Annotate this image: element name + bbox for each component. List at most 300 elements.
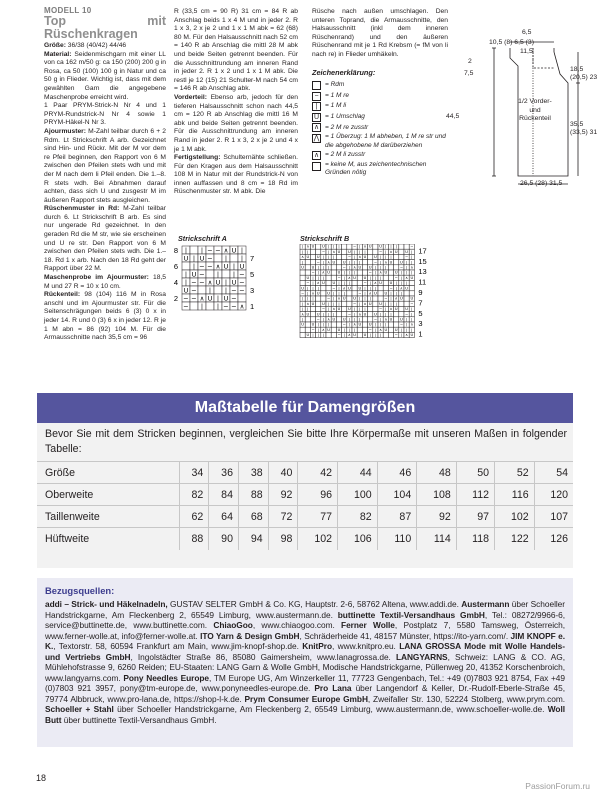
- instruction-paragraph: [44, 102, 166, 128]
- chart-b-symbol: −: [321, 249, 325, 254]
- suppliers-heading: Bezugsquellen:: [45, 585, 115, 596]
- schematic-neck-b: 11,5: [520, 48, 533, 55]
- size-table-cell: 38: [238, 462, 268, 484]
- chart-b-cell: [394, 312, 399, 317]
- chart-b-symbol: |: [317, 286, 319, 291]
- chart-b-cell: [352, 286, 357, 291]
- chart-a-symbol: −: [231, 302, 237, 311]
- chart-b-symbol: |: [359, 301, 361, 306]
- chart-b-cell: [352, 280, 357, 285]
- chart-b-symbol: ∧: [410, 265, 414, 270]
- chart-b-symbol: |: [322, 255, 325, 260]
- chart-b-symbol: |: [411, 270, 413, 275]
- legend-text: = 1 M li: [325, 102, 347, 110]
- chart-b-symbol: |: [317, 333, 319, 338]
- chart-b-cell: [305, 322, 310, 327]
- chart-b-symbol: |: [364, 249, 366, 254]
- chart-b-symbol: |: [312, 275, 314, 280]
- chart-a-row-number: 3: [250, 286, 255, 295]
- chart-a-symbol: |: [224, 278, 228, 287]
- chart-b-symbol: |: [343, 281, 345, 286]
- chart-b-symbol: ∧: [400, 286, 403, 291]
- chart-b-symbol: |: [333, 244, 335, 249]
- chart-b-symbol: |: [322, 317, 325, 322]
- chart-a-symbol: U: [183, 286, 189, 295]
- chart-b-cell: [305, 260, 310, 265]
- chart-b-cell: [342, 312, 347, 317]
- chart-b-symbol: −: [394, 275, 398, 280]
- supplier-name: addi – Strick- und Häkelnadeln,: [45, 599, 168, 609]
- chart-b-cell: [321, 286, 326, 291]
- chart-b-cell: [357, 270, 362, 275]
- chart-b-symbol: U: [400, 317, 403, 322]
- size-table-cell: 82: [179, 484, 209, 506]
- chart-b-symbol: |: [327, 307, 330, 312]
- chart-b-symbol: U: [374, 291, 377, 296]
- chart-b-cell: [310, 254, 315, 259]
- chart-b-symbol: ∧: [311, 291, 315, 296]
- size-table-cell: 97: [456, 506, 494, 528]
- chart-a-symbol: −: [231, 294, 237, 303]
- chart-b-symbol: |: [327, 249, 330, 254]
- chart-b-symbol: U: [363, 333, 367, 338]
- chart-b-symbol: ∧: [316, 281, 320, 286]
- supplier-details: , Ingolstädter Straße 86, 85080 Gaimersheim, www.lanagrossa.de.: [130, 651, 396, 662]
- chart-b-symbol: ∧: [394, 296, 398, 301]
- chart-b-symbol: |: [405, 270, 408, 275]
- chart-b-symbol: ∧: [368, 291, 372, 296]
- chart-b-cell: [336, 265, 341, 270]
- chart-a-symbol: −: [231, 286, 237, 295]
- chart-b-symbol: ∧: [384, 317, 388, 322]
- legend-item: [312, 101, 448, 112]
- size-table-heading: Maßtabelle für Damengrößen: [37, 393, 573, 423]
- supplier-details: GUSTAV SELTER GmbH & Co. KG, Hauptstr. 2-6, 58762 Altena, www.addi.de.: [167, 599, 462, 609]
- chart-b-symbol: |: [411, 312, 413, 317]
- chart-a-title: Strickschrift A: [178, 234, 227, 243]
- size-table-panel: [37, 393, 573, 568]
- chart-b-symbol: −: [311, 270, 315, 275]
- chart-b-symbol: |: [359, 249, 361, 254]
- chart-b-row-number: 13: [418, 267, 427, 277]
- chart-a-row-number: 7: [250, 254, 255, 263]
- paragraph-label: Ajourmuster:: [44, 127, 86, 135]
- chart-b-symbol: U: [342, 260, 346, 265]
- legend-symbol: ⋀: [313, 135, 320, 143]
- size-table-cell: 107: [534, 506, 573, 528]
- chart-a-cell: [238, 294, 246, 302]
- size-table-cell: 88: [238, 484, 268, 506]
- size-table-cell: 88: [179, 528, 209, 550]
- chart-b-cell: [300, 280, 305, 285]
- chart-b-symbol: U: [405, 286, 408, 291]
- legend-title: Zeichenerklärung:: [312, 67, 376, 77]
- chart-b-symbol: U: [306, 333, 310, 338]
- chart-a-symbol: U: [231, 246, 237, 255]
- chart-b-symbol: |: [307, 296, 309, 301]
- chart-b-symbol: U: [311, 322, 315, 327]
- chart-b-cell: [352, 291, 357, 296]
- chart-b-symbol: −: [405, 255, 409, 260]
- chart-b-symbol: U: [389, 317, 393, 322]
- chart-b-cell: [368, 249, 373, 254]
- chart-b-symbol: |: [353, 327, 356, 332]
- chart-b-cell: [300, 327, 305, 332]
- instructions-column-3: [312, 8, 448, 177]
- chart-b-symbol: U: [322, 281, 325, 286]
- chart-b-cell: [368, 317, 373, 322]
- chart-b-cell: [357, 275, 362, 280]
- chart-b-symbol: |: [385, 312, 387, 317]
- instruction-paragraph: [174, 154, 298, 197]
- chart-a-symbol: −: [199, 270, 205, 279]
- chart-b-symbol: −: [342, 265, 346, 270]
- chart-b-symbol: −: [327, 296, 331, 301]
- supplier-details: , TM Europe UG, Am Winzerkeller 11, 77723 Gengenbach, Tel.: +49 (0)7803 921 8754, Fax +49 (0)7803 921 3957, pony@tm-europe.de, www.ponyneedles-europe.de.: [45, 672, 565, 694]
- chart-b-cell: [305, 317, 310, 322]
- chart-b-symbol: |: [327, 312, 330, 317]
- chart-a-symbol: −: [191, 278, 197, 287]
- chart-a-symbol: ∧: [223, 246, 229, 255]
- size-table-cell: 90: [209, 528, 239, 550]
- chart-b-symbol: U: [332, 281, 336, 286]
- chart-b-symbol: U: [405, 307, 408, 312]
- instruction-paragraphs-1: [44, 42, 166, 343]
- chart-a-cell: [222, 270, 230, 278]
- chart-a-symbol: −: [199, 262, 205, 271]
- chart-a-cell: [214, 254, 222, 262]
- instruction-paragraph: [174, 8, 298, 94]
- article-title: Top mit Rüschenkragen: [44, 14, 166, 41]
- chart-b-symbol: |: [400, 275, 403, 280]
- chart-b-symbol: −: [353, 244, 357, 249]
- chart-b-symbol: U: [348, 286, 351, 291]
- chart-b-row-number: 17: [418, 246, 427, 256]
- chart-b-cell: [347, 244, 352, 249]
- chart-b-cell: [347, 301, 352, 306]
- chart-b-symbol: |: [411, 317, 413, 322]
- chart-b-symbol: |: [312, 333, 314, 338]
- chart-b-cell: [399, 254, 404, 259]
- legend-symbol: [312, 81, 321, 90]
- size-table-row: [37, 506, 573, 528]
- chart-b-symbol: −: [342, 322, 346, 327]
- chart-b-symbol: −: [321, 307, 325, 312]
- size-table-cell: 77: [298, 506, 338, 528]
- paragraph-text: Ebenso arb, jedoch für den tieferen Halsausschnitt schon nach 44,5 cm = 120 R ab Anschlag die mittl 16 M abk und beide Seiten getrennt beenden. Für die Ausschnittrundung am inneren Rand in jeder 2. R 1 x 3, 2 x je 2 und 4 x je 1 M abk.: [174, 93, 298, 153]
- chart-b-cell: [399, 244, 404, 249]
- chart-b-symbol: |: [353, 260, 356, 265]
- chart-b-symbol: |: [322, 312, 325, 317]
- chart-b-cell: [373, 301, 378, 306]
- chart-b-symbol: |: [353, 312, 356, 317]
- supplier-name: JIM KNOPF e. K.: [45, 630, 565, 652]
- chart-b-symbol: U: [394, 327, 398, 332]
- chart-a-symbol: ∧: [207, 278, 213, 287]
- chart-b-symbol: |: [369, 275, 371, 280]
- legend-item: [312, 123, 448, 134]
- size-table-cell: 72: [268, 506, 298, 528]
- chart-b-cell: [300, 275, 305, 280]
- chart-b-title: Strickschrift B: [300, 234, 350, 243]
- chart-b-symbol: |: [301, 307, 304, 312]
- chart-b-symbol: |: [385, 301, 387, 306]
- chart-b-cell: [368, 306, 373, 311]
- chart-b-symbol: |: [348, 265, 351, 270]
- chart-b-symbol: ∧: [327, 317, 330, 322]
- chart-b-cell: [342, 244, 347, 249]
- chart-b-cell: [368, 260, 373, 265]
- chart-b-symbol: |: [411, 327, 413, 332]
- size-table-cell: 114: [417, 528, 457, 550]
- supplier-name: Pony Needles Europe: [123, 672, 210, 683]
- chart-a-symbol: U: [231, 278, 237, 287]
- chart-b-symbol: |: [307, 291, 309, 296]
- chart-a-symbol: ∧: [239, 302, 245, 311]
- chart-b-symbol: U: [410, 333, 414, 338]
- chart-b-cell: [357, 327, 362, 332]
- chart-b-symbol: −: [384, 296, 388, 301]
- chart-a-cell: [190, 302, 198, 310]
- size-table-row: [37, 462, 573, 484]
- chart-b-cell: [362, 265, 367, 270]
- chart-b-symbol: U: [405, 249, 408, 254]
- paragraph-text: 98 (104) 116 M in Rosa anschl und im Ajourmuster str. Für die Seitenschrägungen beids 6 (3) 0 x in jeder 14. R und 0 (3) 6 x in jeder 12. R je 1 M abn = 86 (92) 104 M. Für die Armausschnitte nach 35,5 cm = 96: [44, 291, 166, 342]
- chart-b-symbol: |: [405, 327, 408, 332]
- chart-b-symbol: |: [317, 275, 319, 280]
- chart-b-symbol: U: [342, 296, 346, 301]
- chart-b-row-number: 11: [418, 277, 427, 287]
- chart-b-cell: [388, 270, 393, 275]
- chart-a-symbol: |: [216, 270, 220, 279]
- chart-b-symbol: U: [353, 275, 356, 280]
- chart-b-cell: [394, 322, 399, 327]
- chart-b-symbol: ∧: [358, 255, 362, 260]
- chart-b-symbol: |: [390, 244, 392, 249]
- supplier-name: Schoeller + Stahl: [45, 704, 114, 715]
- chart-b-symbol: −: [337, 333, 341, 338]
- size-table-cell: 54: [534, 462, 573, 484]
- legend-item: [312, 80, 448, 91]
- size-table-cell: 100: [338, 484, 378, 506]
- chart-b-symbol: ∧: [389, 307, 393, 312]
- watermark: PassionForum.ru: [525, 781, 590, 791]
- chart-b-symbol: |: [364, 291, 366, 296]
- chart-b-symbol: |: [312, 286, 314, 291]
- chart-a-grid: [170, 244, 270, 314]
- chart-b-cell: [326, 332, 331, 337]
- chart-b-symbol: |: [411, 260, 413, 265]
- legend-item: [312, 150, 448, 161]
- chart-b-cell: [357, 332, 362, 337]
- chart-b-symbol: −: [316, 260, 320, 265]
- chart-b-cell: [331, 332, 336, 337]
- chart-b-symbol: U: [358, 322, 362, 327]
- chart-a-symbol: ∧: [199, 294, 205, 303]
- paragraph-label: Maschenprobe im Ajourmuster:: [44, 274, 149, 282]
- chart-b-symbol: U: [368, 322, 372, 327]
- legend-symbol: |: [312, 102, 321, 111]
- chart-b-cell: [373, 249, 378, 254]
- chart-b-symbol: |: [353, 317, 356, 322]
- supplier-details: , www.chiaogoo.com.: [252, 620, 342, 631]
- schematic-shoulder: 2: [468, 58, 472, 65]
- chart-a-cell: [206, 270, 214, 278]
- chart-b-symbol: |: [343, 327, 345, 332]
- chart-a-symbol: |: [192, 262, 196, 271]
- chart-b-symbol: U: [322, 301, 325, 306]
- chart-b-symbol: |: [343, 270, 345, 275]
- chart-a-symbol: −: [183, 302, 189, 311]
- chart-a-symbol: U: [191, 270, 197, 279]
- size-table-row-label: Größe: [37, 462, 179, 484]
- chart-b-symbol: ∧: [322, 327, 325, 332]
- chart-b-symbol: |: [400, 327, 403, 332]
- supplier-name: Austermann: [461, 599, 510, 609]
- chart-b-symbol: ∧: [327, 260, 330, 265]
- chart-b-symbol: |: [307, 307, 309, 312]
- schematic-piece-label: 1/2 Vorder- und Rückenteil: [518, 98, 552, 122]
- chart-b-symbol: |: [317, 327, 319, 332]
- chart-b-cell: [383, 332, 388, 337]
- chart-b-cell: [368, 254, 373, 259]
- chart-b-symbol: |: [348, 322, 351, 327]
- chart-b-symbol: −: [394, 333, 398, 338]
- chart-b-symbol: |: [327, 301, 330, 306]
- chart-b-cell: [305, 265, 310, 270]
- chart-b-symbol: U: [410, 296, 414, 301]
- chart-b-symbol: |: [343, 291, 345, 296]
- chart-b-symbol: U: [363, 312, 367, 317]
- size-table-cell: 50: [456, 462, 494, 484]
- chart-b-symbol: U: [379, 281, 382, 286]
- size-table-cell: 122: [495, 528, 535, 550]
- chart-b-symbol: |: [317, 322, 319, 327]
- chart-b-cell: [388, 327, 393, 332]
- chart-a-row-number: 4: [173, 278, 178, 287]
- chart-b-cell: [316, 244, 321, 249]
- chart-b-symbol: |: [359, 244, 361, 249]
- chart-a-symbol: −: [183, 294, 189, 303]
- chart-b-cell: [357, 280, 362, 285]
- chart-b-symbol: U: [368, 301, 372, 306]
- chart-b-symbol: ∧: [332, 249, 336, 254]
- chart-b-cell: [388, 332, 393, 337]
- size-table-cell: 94: [238, 528, 268, 550]
- legend-item: [312, 91, 448, 102]
- chart-b-symbol: ∧: [353, 322, 356, 327]
- chart-b-symbol: U: [363, 255, 367, 260]
- chart-a-symbol: |: [184, 246, 188, 255]
- size-table-cell: 46: [377, 462, 417, 484]
- chart-b-symbol: |: [379, 322, 382, 327]
- size-table-cell: 68: [238, 506, 268, 528]
- schematic-armhole: 18,5 (20,5) 23: [570, 66, 598, 81]
- chart-b-symbol: |: [333, 296, 335, 301]
- chart-b-symbol: |: [327, 244, 330, 249]
- chart-b-row-number: 7: [418, 298, 423, 308]
- supplier-name: KnitPro: [302, 641, 333, 652]
- garment-schematic: [446, 28, 598, 203]
- chart-b-cell: [305, 270, 310, 275]
- chart-a-symbol: |: [208, 286, 212, 295]
- chart-b-cell: [394, 260, 399, 265]
- paragraph-label: Rüschenmuster in Rd:: [44, 205, 120, 213]
- chart-b-symbol: U: [348, 249, 351, 254]
- chart-a-symbol: |: [200, 302, 204, 311]
- legend-text: = 1 M re: [325, 91, 350, 99]
- schematic-side: 35,5 (33,5) 31: [570, 121, 598, 136]
- chart-b-symbol: U: [374, 255, 377, 260]
- chart-b-symbol: ∧: [306, 301, 310, 306]
- chart-b-symbol: U: [322, 244, 325, 249]
- chart-b-symbol: U: [389, 281, 393, 286]
- chart-b-symbol: ∧: [384, 260, 388, 265]
- chart-b-symbol: U: [400, 260, 403, 265]
- chart-b-symbol: |: [338, 301, 340, 306]
- chart-b-symbol: −: [373, 260, 377, 265]
- paragraph-label: Größe:: [44, 42, 66, 49]
- size-table-cell: 102: [495, 506, 535, 528]
- chart-b-symbol: ∧: [301, 255, 304, 260]
- chart-a-row-number: 5: [250, 270, 255, 279]
- chart-b-symbol: ∧: [379, 270, 382, 275]
- supplier-name: ChiaoGoo: [213, 620, 253, 631]
- chart-b-cell: [326, 286, 331, 291]
- chart-a-symbol: |: [216, 302, 220, 311]
- chart-a-symbol: |: [224, 286, 228, 295]
- chart-b-symbol: −: [399, 265, 403, 270]
- supplier-details: , Schräderheide 41, 48157 Münster, https://ito-yarn.com/.: [299, 630, 511, 641]
- supplier-name: Ferner Wolle: [341, 620, 395, 631]
- chart-a-symbol: |: [232, 270, 236, 279]
- chart-b-symbol: |: [400, 270, 403, 275]
- paragraph-text: 1 Paar PRYM-Strick-N Nr 4 und 1 PRYM-Rundstrick-N Nr 4 sowie 1 PRYM-Häkel-N Nr 3.: [44, 102, 166, 127]
- chart-b-symbol: |: [348, 327, 351, 332]
- chart-b-symbol: −: [316, 317, 320, 322]
- instruction-paragraph: [174, 94, 298, 154]
- chart-b-symbol: |: [374, 333, 377, 338]
- chart-b-cell: [326, 280, 331, 285]
- chart-b-symbol: |: [395, 291, 397, 296]
- chart-b-symbol: |: [307, 286, 309, 291]
- schematic-top: 6,5: [522, 29, 532, 36]
- legend-symbol: ∧: [313, 124, 320, 132]
- chart-b-cell: [373, 296, 378, 301]
- chart-b-cell: [388, 265, 393, 270]
- chart-a-cell: [190, 246, 198, 254]
- chart-a-symbol: −: [239, 270, 245, 279]
- chart-b-symbol: −: [332, 286, 336, 291]
- chart-a-symbol: ∧: [215, 262, 221, 271]
- chart-b-symbol: |: [343, 333, 345, 338]
- legend-text: = 2 M li zusstr: [325, 150, 366, 158]
- chart-a-symbol: |: [200, 246, 204, 255]
- chart-b-symbol: |: [312, 296, 314, 301]
- chart-b-cell: [378, 296, 383, 301]
- size-table-row-label: Oberweite: [37, 484, 179, 506]
- chart-b-symbol: |: [369, 281, 371, 286]
- chart-b-cell: [331, 322, 336, 327]
- chart-b-cell: [331, 270, 336, 275]
- chart-b-cell: [383, 280, 388, 285]
- chart-b-symbol: ∧: [358, 312, 362, 317]
- chart-b-symbol: U: [374, 312, 377, 317]
- chart-a-cell: [230, 254, 238, 262]
- chart-a-symbol: −: [199, 278, 205, 287]
- chart-b-cell: [362, 327, 367, 332]
- chart-b-cell: [404, 244, 409, 249]
